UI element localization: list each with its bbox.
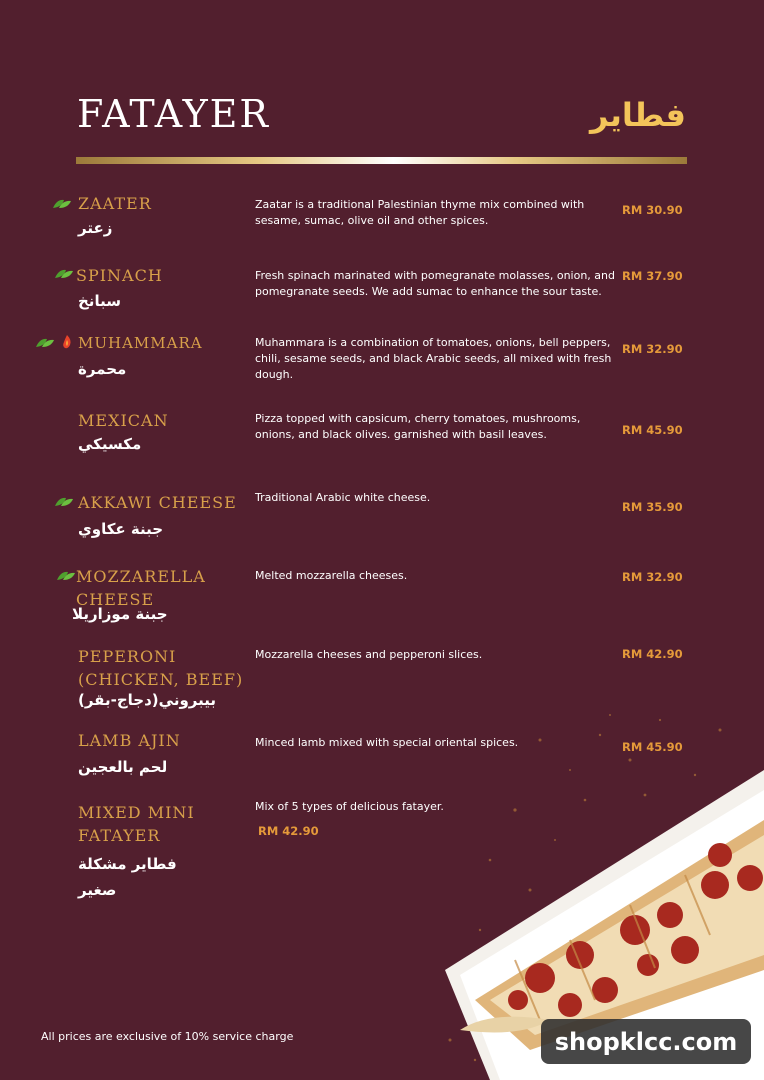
menu-item-name: MOZZARELLA CHEESE — [76, 567, 206, 609]
menu-item-name-ar: جبنة عكاوي — [78, 520, 164, 538]
menu-item-name: SPINACH — [76, 266, 163, 285]
menu-item-description: Traditional Arabic white cheese. — [255, 491, 431, 504]
menu-item-description: Minced lamb mixed with special oriental spices. — [255, 736, 519, 749]
chili-icon — [60, 334, 74, 350]
menu-item-price: RM 32.90 — [622, 570, 683, 584]
watermark-text: shopklcc.com — [554, 1027, 738, 1056]
page-title-en: FATAYER — [77, 92, 271, 136]
menu-item-name-ar: فطاير مشكلة صغير — [78, 855, 177, 899]
menu-item-price: RM 30.90 — [622, 203, 683, 217]
menu-item-price: RM 37.90 — [622, 269, 683, 283]
gold-divider — [76, 157, 687, 164]
leaf-icon — [54, 496, 74, 508]
menu-item-name: AKKAWI CHEESE — [78, 493, 237, 512]
page-title-ar: فطاير — [589, 96, 686, 134]
menu-item-description: Muhammara is a combination of tomatoes, onions, bell peppers, chili, sesame seeds, and black Arabic seeds, all mixed with fresh dough. — [255, 336, 612, 381]
menu-item-name-ar: بيبروني(دجاج-بقر) — [78, 691, 216, 709]
menu-item-description: Pizza topped with capsicum, cherry tomatoes, mushrooms, onions, and black olives. garnished with basil leaves. — [255, 412, 581, 441]
leaf-icon — [54, 268, 74, 280]
menu-item-name-ar: مكسيكي — [78, 435, 142, 453]
menu-item-price: RM 45.90 — [622, 740, 683, 754]
leaf-icon — [35, 337, 55, 349]
menu-item-price: RM 35.90 — [622, 500, 683, 514]
service-charge-note: All prices are exclusive of 10% service charge — [41, 1030, 294, 1043]
menu-item-name: LAMB AJIN — [78, 731, 181, 750]
menu-item-name-ar: لحم بالعجين — [78, 758, 168, 776]
menu-item-price: RM 42.90 — [622, 647, 683, 661]
watermark-badge — [541, 1019, 751, 1064]
menu-item-name: MIXED MINI FATAYER — [78, 803, 195, 845]
menu-item-name: PEPERONI (CHICKEN, BEEF) — [78, 647, 244, 689]
menu-item-name-ar: محمرة — [78, 360, 127, 378]
menu-item-name-ar: زعتر — [78, 219, 113, 237]
menu-item-description: Melted mozzarella cheeses. — [255, 569, 408, 582]
menu-item-description: Zaatar is a traditional Palestinian thyme mix combined with sesame, sumac, olive oil and other spices. — [255, 198, 585, 227]
menu-item-name: MUHAMMARA — [78, 334, 203, 352]
menu-item-price: RM 42.90 — [258, 824, 319, 838]
menu-item-description: Mozzarella cheeses and pepperoni slices. — [255, 648, 483, 661]
menu-item-price: RM 32.90 — [622, 342, 683, 356]
leaf-icon — [56, 570, 76, 582]
leaf-icon — [52, 198, 72, 210]
menu-item-description: Mix of 5 types of delicious fatayer. — [255, 800, 444, 813]
menu-item-description: Fresh spinach marinated with pomegranate molasses, onion, and pomegranate seeds. We add sumac to enhance the sour taste. — [255, 269, 615, 298]
menu-item-name-ar: جبنة موزاريلا — [72, 605, 168, 623]
menu-item-name: MEXICAN — [78, 411, 169, 430]
menu-item-price: RM 45.90 — [622, 423, 683, 437]
menu-item-name-ar: سبانخ — [78, 292, 121, 310]
menu-item-name: ZAATER — [78, 194, 152, 213]
